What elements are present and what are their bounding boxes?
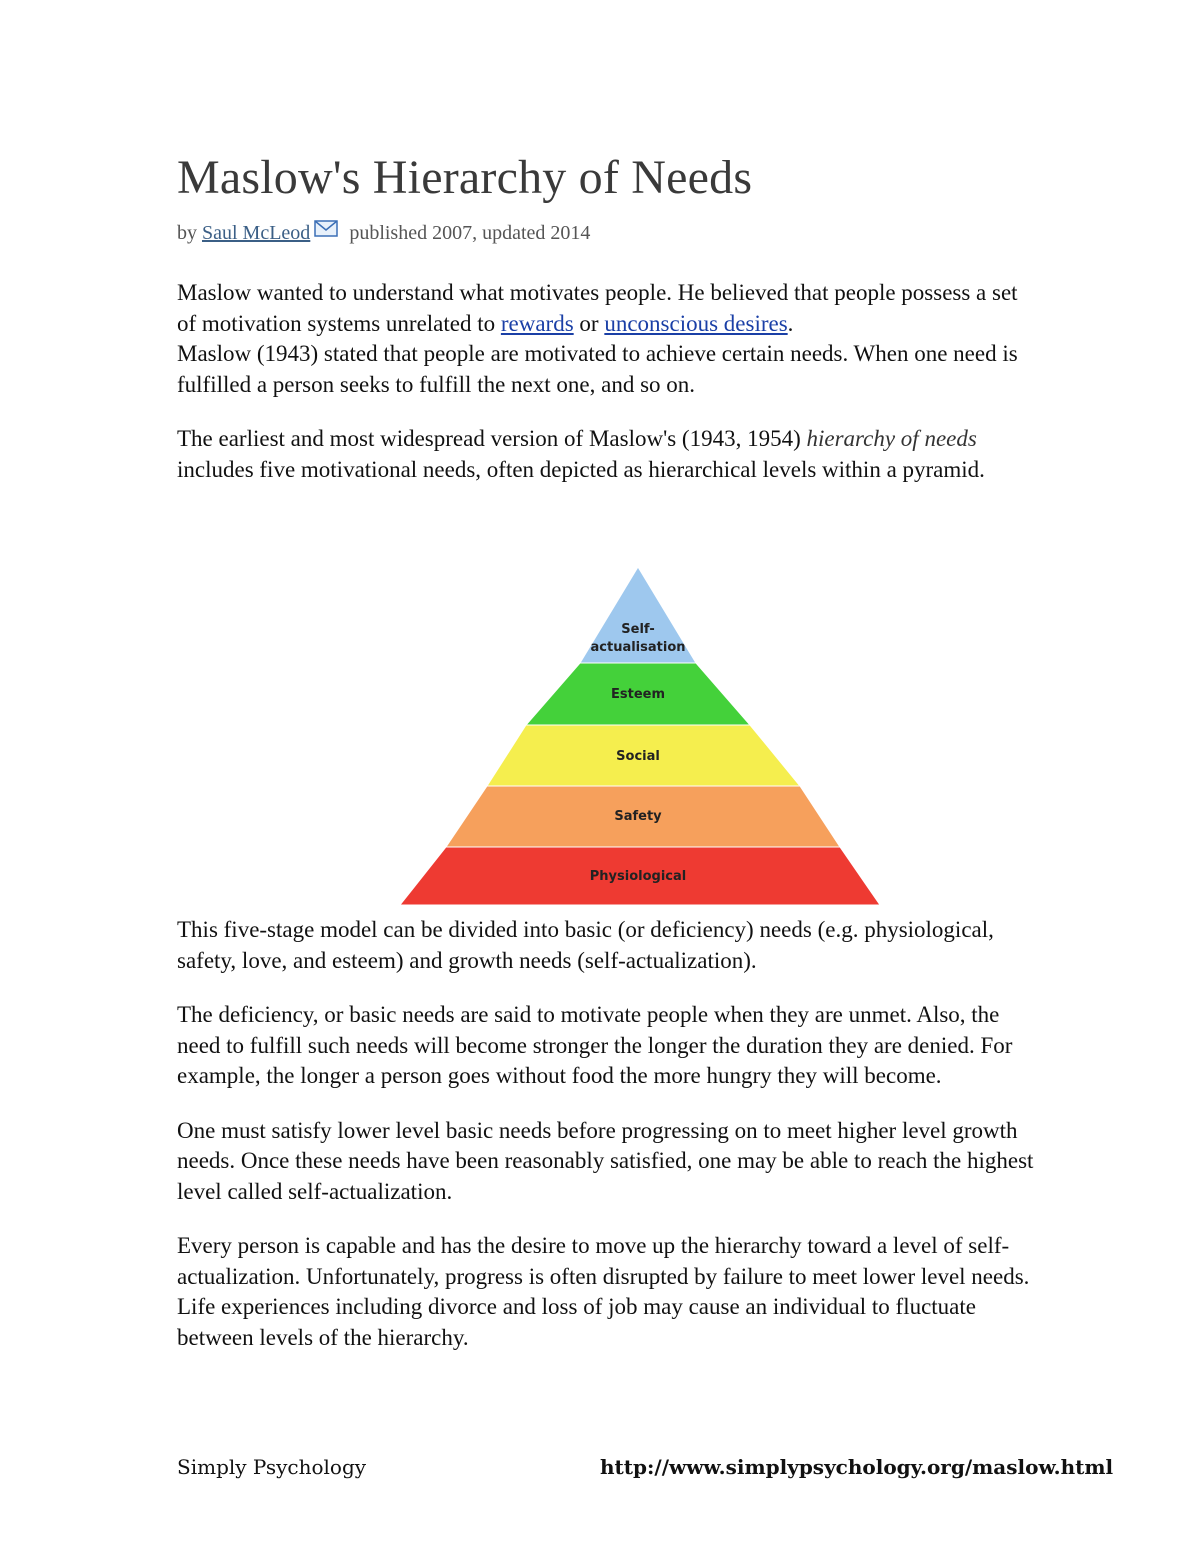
footer-source: Simply Psychology [177,1455,367,1479]
level-label-social: Social [616,749,660,764]
intro-paragraph-2: Maslow (1943) stated that people are motivated to achieve certain needs. When one need is fulfilled a person seeks to fulfill the next one, and so on. [177,341,1018,397]
level-label-physiological: Physiological [589,869,687,884]
paragraph-five-stage: This five-stage model can be divided into basic (or deficiency) needs (e.g. physiological, safety, love, and esteem) and growth needs (self-actualization). [177,917,994,973]
hierarchy-paragraph [177,424,1037,485]
level-label-esteem: Esteem [610,687,666,702]
hierarchy-text-2: includes five motivational needs, often depicted as hierarchical levels within a pyramid. [177,456,985,482]
paragraph-every-person: Every person is capable and has the desire to move up the hierarchy toward a level of self-actualization. Unfortunately, progress is often disrupted by failure to meet lower level needs. Life experiences including divorce and loss of job may cause an individual to fluctuate between levels of the hierarchy. [177,1233,1030,1350]
rewards-link[interactable]: rewards [500,310,574,336]
body-text [177,915,1037,1353]
intro-text-2: or [573,310,605,336]
maslow-pyramid [398,565,882,907]
email-icon[interactable] [314,216,338,233]
byline-prefix: by [177,222,202,244]
intro-paragraph [177,278,1037,339]
byline-suffix: published 2007, updated 2014 [344,222,591,244]
paragraph-deficiency: The deficiency, or basic needs are said to motivate people when they are unmet. Also, the need to fulfill such needs will become stronger the longer the duration they are denied. For example, the longer a person goes without food the more hungry they will become. [177,1002,1013,1088]
intro-text-3: . [787,310,794,336]
page-title: Maslow's Hierarchy of Needs [177,151,753,204]
author-link[interactable]: Saul McLeod [202,222,311,244]
byline [177,216,1037,248]
footer-url: http://www.simplypsychology.org/maslow.html [600,1455,1114,1479]
unconscious-desires-link[interactable]: unconscious desires [604,310,788,336]
paragraph-lower-level: One must satisfy lower level basic needs before progressing on to meet higher level growth needs. Once these needs have been reasonably satisfied, one may be able to reach the highest level called self-actualization. [177,1117,1034,1204]
hierarchy-text-1: The earliest and most widespread version of Maslow's (1943, 1954) [177,426,807,451]
level-label-safety: Safety [614,809,662,824]
level-label-self-line2: actualisation [590,640,686,655]
level-label-self-line1: Self- [621,622,655,637]
intro-text-1: Maslow wanted to understand what motivates people. He believed that people possess a set of motivation systems unrelated to [177,280,1018,336]
hierarchy-emphasis: hierarchy of needs [806,426,977,451]
article [177,140,1037,485]
